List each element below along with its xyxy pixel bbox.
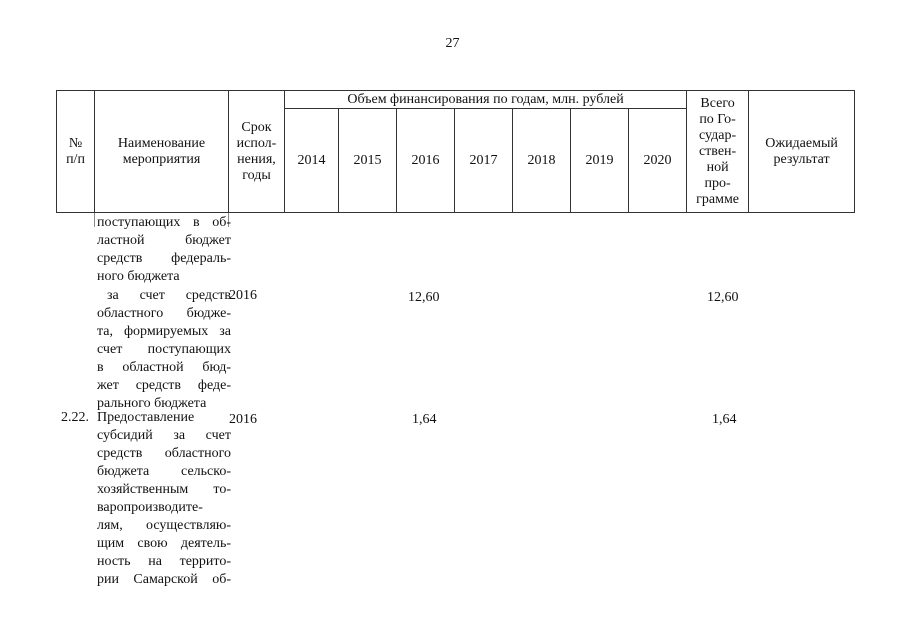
header-num <box>57 91 95 213</box>
header-year: 2018 <box>513 109 571 213</box>
header-result <box>749 91 855 213</box>
name-line: счет поступающих <box>97 342 231 357</box>
name-line: за счет средств <box>107 288 231 303</box>
name-line: областного бюдже- <box>97 306 231 321</box>
table-row-2016-value: 12,60 <box>408 290 440 305</box>
header-year: 2016 <box>397 109 455 213</box>
column-divider <box>94 213 95 227</box>
name-line: субсидий за счет <box>97 428 231 443</box>
name-line: та, формируемых за <box>97 324 231 339</box>
name-line: бюджета сельско- <box>97 464 231 479</box>
header-year: 2017 <box>455 109 513 213</box>
name-line: ластной бюджет <box>97 233 231 248</box>
header-total-label: Всего по Го-судар-ствен-ной про-грамме <box>696 95 740 207</box>
header-year: 2015 <box>339 109 397 213</box>
name-line: поступающих в об- <box>97 215 231 230</box>
header-total <box>687 91 749 213</box>
name-line: средств федераль- <box>97 251 231 266</box>
header-term-label: Срок испол-нения, годы <box>236 119 277 183</box>
name-line: Предоставление <box>97 410 195 425</box>
table-row-name <box>97 409 231 589</box>
name-line: варопроизводите- <box>97 500 203 515</box>
table-row-term: 2016 <box>229 412 257 427</box>
name-line: в областной бюд- <box>97 360 231 375</box>
table-row-term: 2016 <box>229 288 257 303</box>
header-result-label: Ожидаемый результат <box>765 135 838 167</box>
header-funding-label: Объем финансирования по годам, млн. рублей <box>347 91 624 107</box>
table-row-name <box>97 214 231 286</box>
name-line: щим свою деятель- <box>97 536 231 551</box>
header-term <box>229 91 285 213</box>
page-number: 27 <box>445 36 460 51</box>
header-year: 2014 <box>285 109 339 213</box>
table-row-total-value: 12,60 <box>707 290 739 305</box>
name-line: ность на террито- <box>97 554 231 569</box>
name-line: жет средств феде- <box>97 378 231 393</box>
table-row-total-value: 1,64 <box>712 412 737 427</box>
name-line: ного бюджета <box>97 269 180 284</box>
name-line: хозяйственным то- <box>97 482 231 497</box>
table-header <box>56 90 855 213</box>
header-name <box>95 91 229 213</box>
table-row-2016-value: 1,64 <box>412 412 437 427</box>
name-line: средств областного <box>97 446 231 461</box>
name-line: рального бюджета <box>97 396 207 411</box>
header-year: 2019 <box>571 109 629 213</box>
header-name-label: Наименование мероприятия <box>117 135 206 167</box>
column-divider <box>228 213 229 227</box>
header-year: 2020 <box>629 109 687 213</box>
header-funding <box>285 91 687 109</box>
name-line: рии Самарской об- <box>97 572 231 587</box>
table-row-num: 2.22. <box>61 410 89 425</box>
table-row-name <box>97 287 231 413</box>
header-num-label: № п/п <box>66 135 85 167</box>
name-line: лям, осуществляю- <box>97 518 231 533</box>
